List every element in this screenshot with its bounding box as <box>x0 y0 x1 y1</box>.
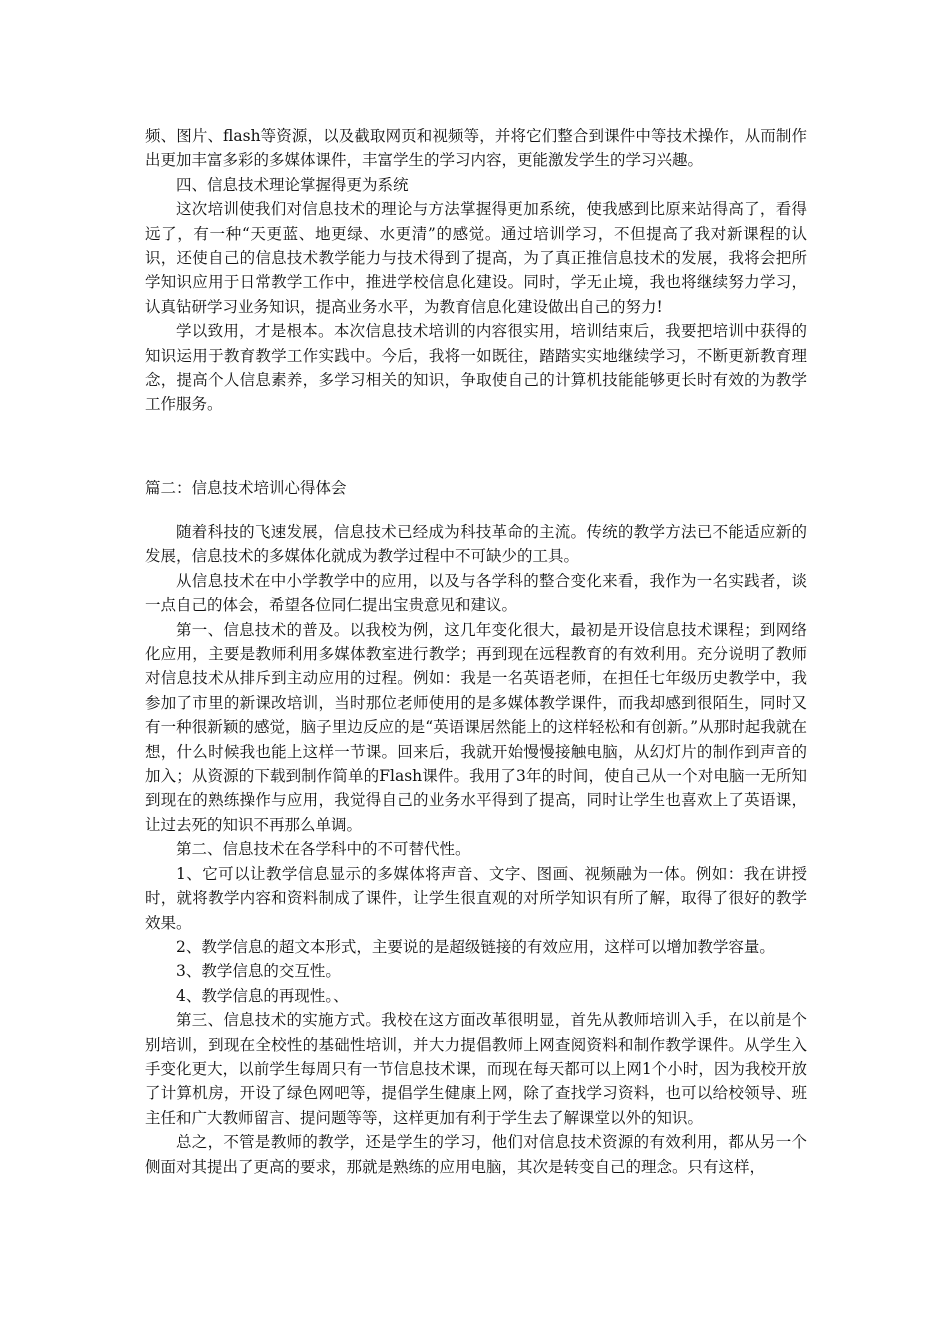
section-one <box>145 124 807 417</box>
body-paragraph: 这次培训使我们对信息技术的理论与方法掌握得更加系统，使我感到比原来站得高了，看得远了，有一种“天更蓝、地更绿、水更清”的感觉。通过培训学习，不但提高了我对新课程的认识，还使自己的信息技术教学能力与技术得到了提高，为了真正推信息技术的发展，我将会把所学知识应用于日常教学工作中，推进学校信息化建设。同时，学无止境，我也将继续努力学习，认真钻研学习业务知识，提高业务水平，为教育信息化建设做出自己的努力! <box>145 200 807 316</box>
section-two-title-wrap <box>145 476 807 500</box>
body-paragraph: 第一、信息技术的普及。以我校为例，这几年变化很大，最初是开设信息技术课程；到网络化应用，主要是教师利用多媒体教室进行教学；再到现在远程教育的有效利用。充分说明了教师对信息技术从排斥到主动应用的过程。例如：我是一名英语老师，在担任七年级历史教学中，我参加了市里的新课改培训，当时那位老师使用的是多媒体教学课件，而我却感到很陌生，同时又有一种很新颖的感觉，脑子里边反应的是“英语课居然能上的这样轻松和有创新。”从那时起我就在想，什么时候我也能上这样一节课。回来后，我就开始慢慢接触电脑，从幻灯片的制作到声音的加入；从资源的下载到制作简单的Flash课件。我用了3年的时间，使自己从一个对电脑一无所知到现在的熟练操作与应用，我觉得自己的业务水平得到了提高，同时让学生也喜欢上了英语课，让过去死的知识不再那么单调。 <box>145 620 807 834</box>
section-two <box>145 520 807 1179</box>
body-paragraph: 3、教学信息的交互性。 <box>176 962 341 981</box>
section-title: 篇二：信息技术培训心得体会 <box>145 479 347 497</box>
body-paragraph: 随着科技的飞速发展，信息技术已经成为科技革命的主流。传统的教学方法已不能适应新的发展，信息技术的多媒体化就成为教学过程中不可缺少的工具。 <box>145 523 807 566</box>
body-paragraph: 总之，不管是教师的教学，还是学生的学习，他们对信息技术资源的有效利用，都从另一个侧面对其提出了更高的要求，那就是熟练的应用电脑，其次是转变自己的理念。只有这样， <box>145 1133 807 1176</box>
body-paragraph: 1、它可以让教学信息显示的多媒体将声音、文字、图画、视频融为一体。例如：我在讲授时，就将教学内容和资料制成了课件，让学生很直观的对所学知识有所了解，取得了很好的教学效果。 <box>145 864 807 932</box>
body-paragraph: 学以致用，才是根本。本次信息技术培训的内容很实用，培训结束后，我要把培训中获得的知识运用于教育教学工作实践中。今后，我将一如既往，踏踏实实地继续学习，不断更新教育理念，提高个人信息素养，多学习相关的知识，争取使自己的计算机技能能够更长时有效的为教学工作服务。 <box>145 322 807 414</box>
body-paragraph: 第二、信息技术在各学科中的不可替代性。 <box>176 840 471 859</box>
section-heading-four: 四、信息技术理论掌握得更为系统 <box>176 175 409 194</box>
continuation-paragraph: 频、图片、flash等资源，以及截取网页和视频等，并将它们整合到课件中等技术操作，从而制作出更加丰富多彩的多媒体课件，丰富学生的学习内容，更能激发学生的学习兴趣。 <box>145 127 807 170</box>
body-paragraph: 4、教学信息的再现性。、 <box>176 986 349 1005</box>
body-paragraph: 2、教学信息的超文本形式，主要说的是超级链接的有效应用，这样可以增加教学容量。 <box>176 937 775 956</box>
body-paragraph: 从信息技术在中小学教学中的应用，以及与各学科的整合变化来看，我作为一名实践者，谈一点自己的体会，希望各位同仁提出宝贵意见和建议。 <box>145 571 807 615</box>
body-paragraph: 第三、信息技术的实施方式。我校在这方面改革很明显，首先从教师培训入手，在以前是个别培训，到现在全校性的基础性培训，并大力提倡教师上网查阅资料和制作教学课件。从学生入手变化更大，以前学生每周只有一节信息技术课，而现在每天都可以上网1个小时，因为我校开放了计算机房，开设了绿色网吧等，提倡学生健康上网，除了查找学习资料，也可以给校领导、班主任和广大教师留言、提问题等等，这样更加有利于学生去了解课堂以外的知识。 <box>145 1011 807 1127</box>
